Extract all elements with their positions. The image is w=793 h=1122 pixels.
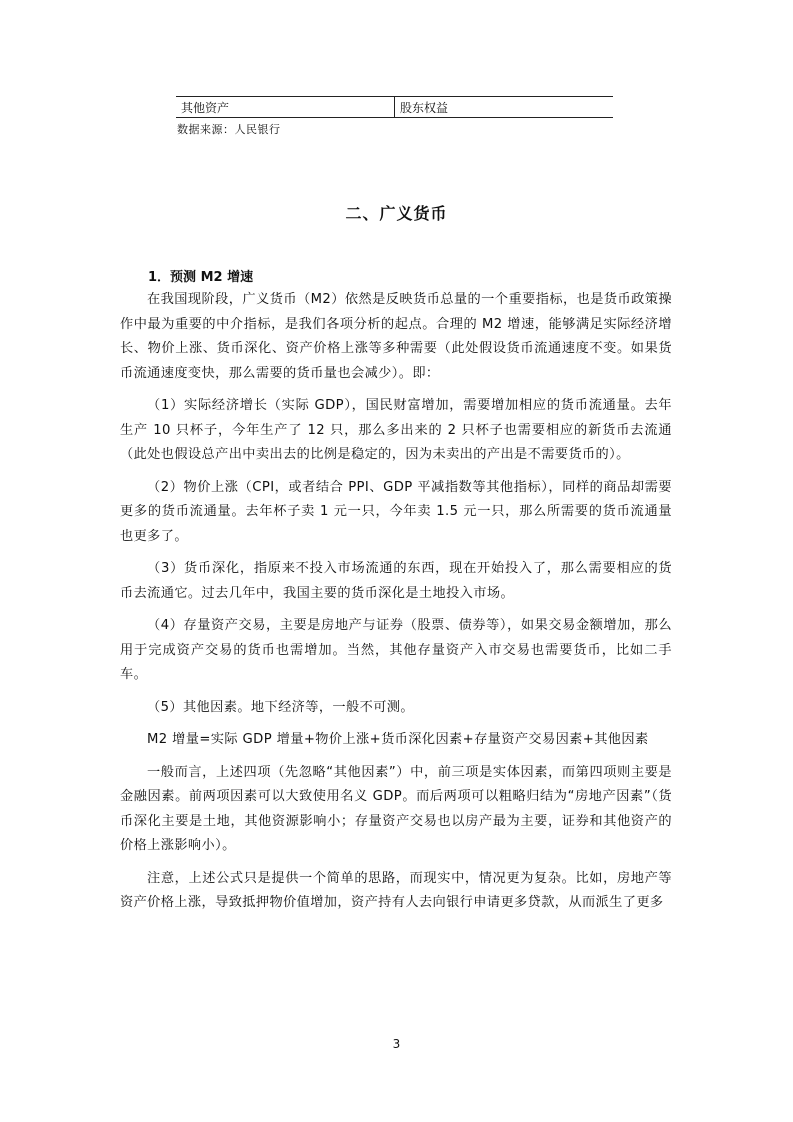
body-text	[120, 288, 672, 924]
paragraph-price-rise: （2）物价上涨（CPI，或者结合 PPI、GDP 平减指数等其他指标），同样的商品却需要更多的货币流通量。去年杯子卖 1 元一只，今年卖 1.5 元一只，那么所需要的货币流通量也更多了。	[120, 479, 672, 544]
paragraph-intro: 在我国现阶段，广义货币（M2）依然是反映货币总量的一个重要指标，也是货币政策操作中最为重要的中介指标，是我们各项分析的起点。合理的 M2 增速，能够满足实际经济增长、物价上涨、货币深化、资产价格上涨等多种需要（此处假设货币流通速度不变。如果货币流通速度变快，那么需要的货币量也会减少）。即：	[120, 292, 672, 381]
section-title: 二、广义货币	[345, 204, 448, 223]
paragraph-analysis: 一般而言，上述四项（先忽略“其他因素”）中，前三项是实体因素，而第四项则主要是金融因素。前两项因素可以大致使用名义 GDP。而后两项可以粗略归结为“房地产因素”（货币深化主要是土地，其他资源影响小；存量资产交易也以房产最为主要，证券和其他资产的价格上涨影响小）。	[120, 764, 672, 853]
data-source-note: 数据来源：人民银行	[177, 123, 281, 136]
paragraph-other-factors: （5）其他因素。地下经济等，一般不可测。	[147, 699, 414, 715]
page-number: 3	[392, 1037, 401, 1051]
balance-sheet-table-fragment	[176, 96, 613, 118]
table-cell-other-assets: 其他资产	[176, 97, 395, 118]
paragraph-formula: M2 增量=实际 GDP 增量+物价上涨+货币深化因素+存量资产交易因素+其他因素	[147, 732, 649, 747]
paragraph-asset-trading: （4）存量资产交易，主要是房地产与证券（股票、债券等），如果交易金额增加，那么用于完成资产交易的货币也需增加。当然，其他存量资产入市交易也需要货币，比如二手车。	[120, 618, 672, 682]
table-cell-shareholder-equity: 股东权益	[395, 97, 614, 118]
subsection-title: 1．预测 M2 增速	[148, 270, 254, 285]
table-row	[176, 97, 613, 118]
paragraph-monetization: （3）货币深化，指原来不投入市场流通的东西，现在开始投入了，那么需要相应的货币去流通它。过去几年中，我国主要的货币深化是土地投入市场。	[120, 561, 672, 601]
paragraph-note: 注意，上述公式只是提供一个简单的思路，而现实中，情况更为复杂。比如，房地产等资产价格上涨，导致抵押物价值增加，资产持有人去向银行申请更多贷款，从而派生了更多	[120, 870, 672, 910]
paragraph-real-growth: （1）实际经济增长（实际 GDP），国民财富增加，需要增加相应的货币流通量。去年生产 10 只杯子，今年生产了 12 只，那么多出来的 2 只杯子也需要相应的新货币去流通（此处也假设总产出中卖出去的比例是稳定的，因为未卖出的产出是不需要货币的）。	[120, 398, 672, 462]
